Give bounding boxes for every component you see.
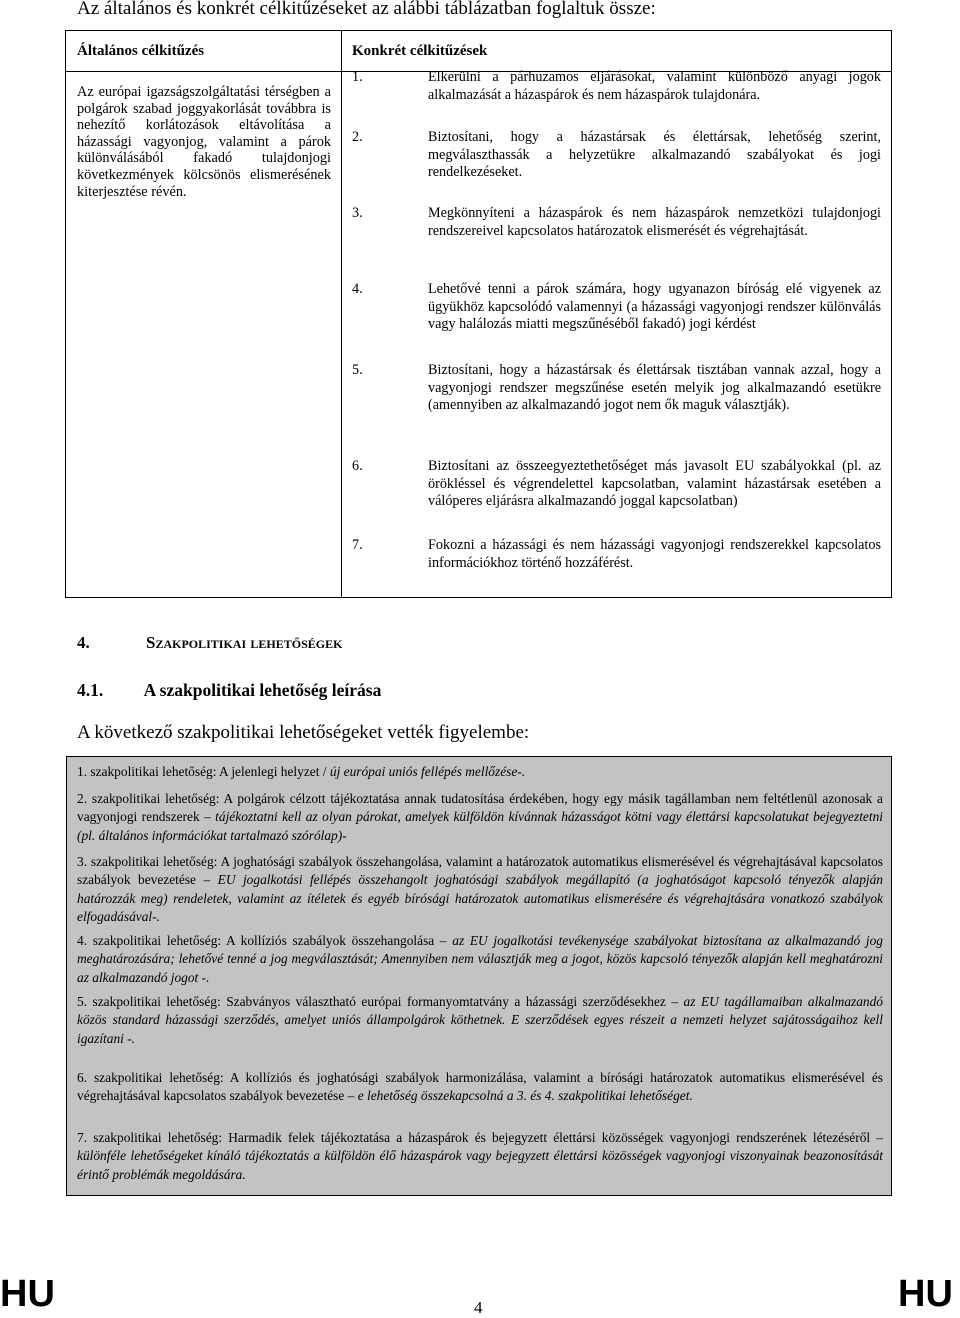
policy-option [77, 763, 883, 781]
objective-number: 7. [352, 537, 363, 553]
policy-option-label: 1. szakpolitikai lehetőség: A jelenlegi helyzet / [77, 764, 330, 779]
specific-objectives-cell [342, 69, 892, 598]
general-objective-cell [66, 72, 342, 598]
policy-option [77, 1129, 883, 1184]
objective-text: Megkönnyíteni a házaspárok és nem házaspárok nemzetközi tulajdonjogi rendszereivel kapcsolatos határozatok elismerését és végrehajtását. [428, 205, 881, 239]
policy-option [77, 932, 883, 987]
policy-option [77, 790, 883, 845]
policy-options-box [66, 756, 892, 1196]
subsection-number: 4.1. [77, 680, 104, 700]
page-number: 4 [474, 1298, 483, 1317]
policy-option-description: EU jogalkotási fellépés összehangolt joghatósági szabályok megállapító (a joghatóságot kapcsoló tényezők alapján határozzák meg) rendeletek, valamint az ítéletek és egyéb bírósági határozatok automatikus elismerésére és végrehajtására vonatkozó szabályok elfogadásával-. [77, 872, 884, 924]
table-header-row [66, 31, 892, 72]
policy-option [77, 1069, 883, 1106]
objective-number: 4. [352, 281, 363, 297]
specific-objective-item [352, 129, 881, 182]
policy-option [77, 853, 883, 926]
objective-text: Biztosítani, hogy a házastársak és élettársak tisztában vannak azzal, hogy a vagyonjogi rendszer megszűnése esetén melyik jog alkalmazandó esetükre (amennyiben az alkalmazandó jogot nem ők maguk választják). [428, 362, 881, 414]
specific-objective-item [352, 458, 881, 511]
section-title: Szakpolitikai lehetőségek [146, 633, 343, 652]
general-objective-text: Az európai igazságszolgáltatási térségben a polgárok szabad joggyakorlását továbbra is nehezítő korlátozások eltávolítása a házassági vagyonjog, valamint a párok különválásából fakadó tulajdonjogi következmények kölcsönös elismerésének kiterjesztése révén. [77, 84, 331, 200]
objective-number: 5. [352, 362, 363, 378]
specific-objective-item [352, 537, 881, 572]
objective-text: Elkerülni a párhuzamos eljárásokat, valamint különböző anyagi jogok alkalmazását a házaspárok és nem házaspárok tulajdonára. [428, 69, 881, 103]
policy-option-label: 6. szakpolitikai lehetőség: A kollíziós és joghatósági szabályok harmonizálása, valamint a bírósági határozatok automatikus elismerésével és végrehajtásával kapcsolatos szabályok bevezetése – [77, 1070, 883, 1104]
policy-option-label: 3. szakpolitikai lehetőség: A joghatósági szabályok összehangolása, valamint a határozatok automatikus elismerésével és végrehajtásával kapcsolatos szabályok bevezetése – [77, 854, 883, 888]
intro-text: Az általános és konkrét célkitűzéseket az alábbi táblázatban foglaltuk össze: [77, 0, 656, 19]
subsection-heading [77, 680, 381, 701]
policy-option-description: tájékoztatni kell az olyan párokat, amelyek külföldön kívánnak házasságot kötni vagy élettársi kapcsolatukat bejegyeztetni (pl. általános információkat tartalmazó szórólap)- [77, 809, 883, 843]
policy-option-description: az EU tagállamaiban alkalmazandó közös standard házassági szerződés, amelyet uniós állampolgárok köthetnek. E szerződések egyes részeit a nemzeti helyzet sajátosságaihoz kell igazítani -. [77, 994, 884, 1046]
header-specific-objectives: Konkrét célkitűzések [342, 31, 892, 72]
specific-objective-item [352, 281, 881, 334]
objective-text: Biztosítani az összeegyeztethetőséget más javasolt EU szabályokkal (pl. az örökléssel és végrendelettel kapcsolatban, valamint házastársak esetében a válóperes eljárásra alkalmazandó joggal kapcsolatban) [428, 458, 881, 510]
table-body-row [66, 72, 892, 598]
objectives-table [65, 30, 892, 598]
specific-objective-item [352, 362, 881, 415]
objective-text: Biztosítani, hogy a házastársak és élettársak, lehetőség szerint, megválaszthassák a helyzetükre alkalmazandó szabályokat és jogi rendelkezéseket. [428, 129, 881, 181]
policy-option-label: 7. szakpolitikai lehetőség: Harmadik felek tájékoztatása a házaspárok és bejegyzett élettársi közösségek vagyonjogi rendszerének létezéséről – [77, 1130, 883, 1145]
policy-option-label: 5. szakpolitikai lehetőség: Szabványos választható európai formanyomtatvány a házassági szerződésekhez – [77, 994, 684, 1009]
objective-number: 3. [352, 205, 363, 221]
policy-option-label: 2. szakpolitikai lehetőség: A polgárok célzott tájékoztatása annak tudatosítása érdekében, hogy egy másik tagállamban nem feltétlenül azonosak a vagyonjogi rendszerek – [77, 791, 883, 825]
policy-option-description: e lehetőség összekapcsolná a 3. és 4. szakpolitikai lehetőséget. [357, 1088, 693, 1104]
policy-option-description: új európai uniós fellépés mellőzése-. [329, 764, 526, 779]
objective-number: 2. [352, 129, 363, 145]
footer-language-left: HU [0, 1273, 55, 1315]
section-heading [77, 633, 342, 653]
subsection-title: A szakpolitikai lehetőség leírása [143, 680, 382, 700]
specific-objective-item [352, 205, 881, 240]
policy-option-description: az EU jogalkotási tevékenysége szabályokat biztosítana az alkalmazandó jog meghatározására; lehetővé tenné a jog megválasztását; Amennyiben nem választják meg a jogot, közös kapcsoló tényezők alapján kell meghatározni az alkalmazandó jogot -. [77, 933, 883, 985]
specific-objective-item [352, 69, 881, 104]
objective-number: 1. [352, 69, 363, 85]
policy-option [77, 993, 883, 1048]
objective-text: Lehetővé tenni a párok számára, hogy ugyanazon bíróság elé vigyenek az ügyükhöz kapcsolódó valamennyi (a házassági vagyonjogi rendszer különválás vagy halálozás miatti megszűnéséből fakadó) jogi kérdést [428, 281, 881, 333]
section-number: 4. [77, 633, 90, 652]
options-intro: A következő szakpolitikai lehetőségeket vették figyelembe: [77, 722, 530, 743]
objective-number: 6. [352, 458, 363, 474]
header-general-objective: Általános célkitűzés [66, 31, 342, 72]
footer-language-right: HU [898, 1273, 953, 1315]
specific-objectives-list [342, 69, 891, 609]
policy-option-label: 4. szakpolitikai lehetőség: A kollíziós szabályok összehangolása – [77, 933, 453, 948]
policy-option-description: különféle lehetőségeket kínáló tájékoztatás a külföldön élő házaspárok vagy bejegyzett élettársi közösségek vagyonjogi viszonyainak beazonosítását érintő problémák megoldására. [77, 1148, 883, 1182]
objective-text: Fokozni a házassági és nem házassági vagyonjogi rendszerekkel kapcsolatos információkhoz történő hozzáférést. [428, 537, 881, 571]
